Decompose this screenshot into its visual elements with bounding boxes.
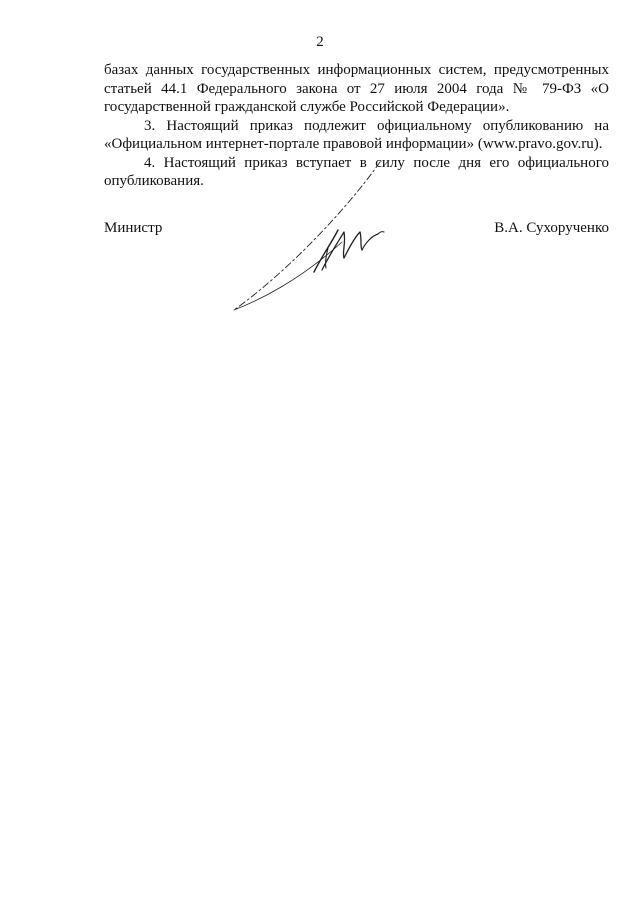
signer-name: В.А. Сухорученко [494,220,609,236]
paragraph-item-3: 3. Настоящий приказ подлежит официальному опубликованию на «Официальном интернет-портале правовой информации» (www.pravo.gov.ru). [104,117,609,152]
signer-position: Министр [104,220,163,236]
paragraph-item-4: 4. Настоящий приказ вступает в силу после дня его официального опубликования. [104,154,609,189]
handwritten-signature [230,160,400,320]
page-number: 2 [316,34,324,50]
paragraph-continuation: базах данных государственных информационных систем, предусмотренных статьей 44.1 Федерального закона от 27 июля 2004 года № 79-ФЗ «О государственной гражданской службе Российской Федерации». [104,62,609,115]
